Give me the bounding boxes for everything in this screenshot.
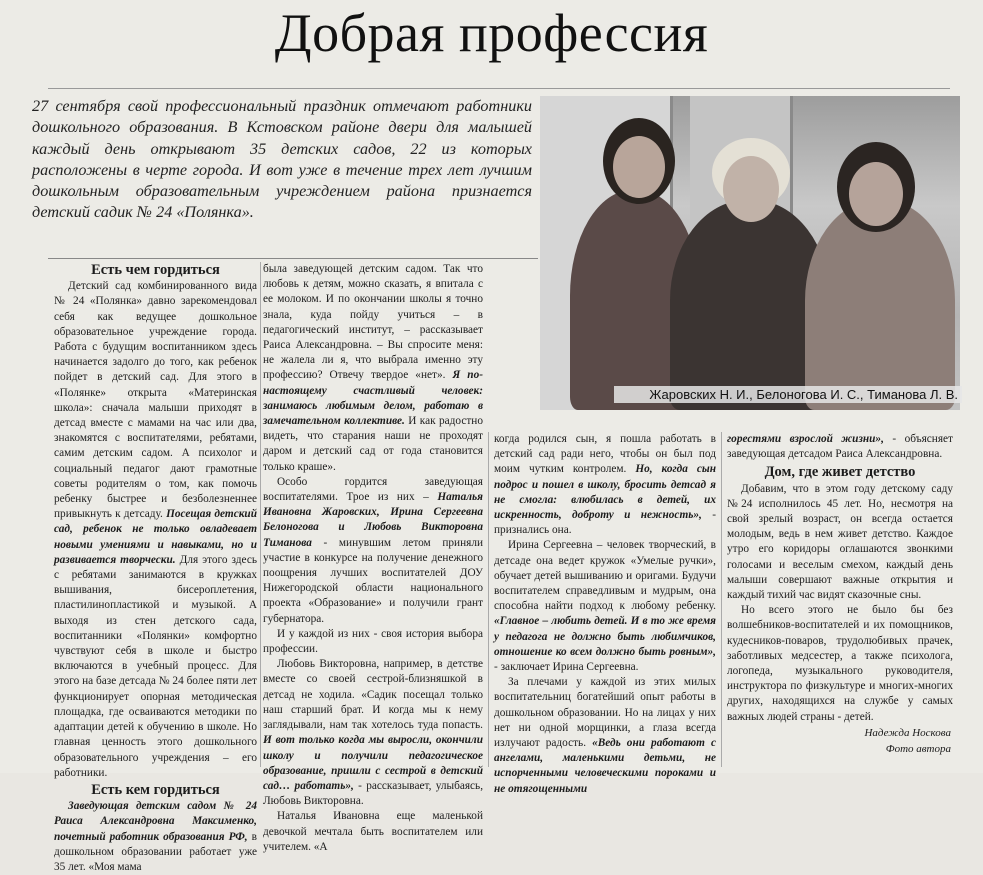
col3-paragraph: когда родился сын, я пошла работать в детский сад ради него, чтобы он был под моим чутким контролем.	[494, 433, 716, 476]
col3-paragraph-2-cont: - заключает Ирина Сергеевна.	[494, 661, 639, 674]
col4-paragraph: - объясняет заведующая детсадом Раиса Александровна.	[727, 433, 953, 461]
col2-paragraph-4: Любовь Викторовна, например, в детстве вместе со своей сестрой-близняшкой в детсад не ходила. «Садик посещал только наш старший брат. И когда мы к нему заглядывали, нам так хотелось туда попасть.	[263, 658, 483, 732]
col3-paragraph-3: За плечами у каждой из этих милых воспитательниц богатейший опыт работы в дошкольном образовании. Но на лицах у них нет ни одной морщинки, а глаза всегда излучают радость.	[494, 676, 716, 750]
section-divider	[48, 258, 538, 259]
column-divider	[721, 432, 722, 767]
article-title: Добрая профессия	[274, 3, 709, 63]
person-right-face	[849, 162, 903, 226]
article-lead: 27 сентября свой профессиональный праздник отмечают работники дошкольного образования. В Кстовском районе двери для малышей каждый день открывают 35 детских садов, 22 из которых расположены в черте города. И вот уже в течение трех лет лучшим дошкольным образовательным учреждением района признается детский садик № 24 «Полянка».	[32, 97, 532, 222]
column-1	[54, 263, 257, 875]
column-divider	[260, 262, 261, 767]
col3-emphasis: Но, когда сын подрос и пошел в школу, бросить детсад я не смогла: влюбилась в детей, их искренность, доброту и нежность»,	[494, 463, 716, 522]
heading-proud-of-people: Есть кем гордиться	[91, 781, 220, 798]
col2-paragraph-cont: И как радостно видеть, что старания наши не проходят даром и детский сад от года становится только краше».	[263, 415, 483, 473]
col3-emphasis-2: «Главное – любить детей. И в то же время у педагога не должно быть любимчиков, отношение ко всем должно быть ровным»,	[494, 615, 716, 658]
title-divider	[48, 88, 950, 89]
col2-emphasis: Я по-настоящему счастливый человек: занимаюсь любимым делом, работаю в замечательном коллективе.	[263, 369, 483, 428]
column-2	[263, 262, 483, 855]
photo-credit: Фото автора	[885, 743, 951, 755]
photo-caption: Жаровских Н. И., Белоногова И. С., Тиманова Л. В.	[614, 386, 962, 403]
heading-childhood-home: Дом, где живет детство	[764, 464, 916, 481]
person-left-face	[613, 136, 665, 198]
author-signature: Надежда Носкова	[864, 727, 951, 739]
heading-proud-of: Есть чем гордиться	[91, 262, 220, 278]
person-middle-face	[723, 156, 779, 222]
col1-paragraph-cont: Для этого здесь с ребятами занимаются в кружках вышивания, бисероплетения, пластилинопластикой и музыкой. А выходя из стен детского сада, воспитанники «Полянки» комфортно чувствуют себя в школе и быстро включаются в учебный процесс. Для этого на базе детсада № 24 более пяти лет функционирует опорная методическая площадка, где осваиваются методики по адаптации детей к обучению в школе. Но главная ценность этого дошкольного образовательного учреждения – его работники.	[54, 553, 258, 779]
col4-paragraph-3: Но всего этого не было бы без волшебников-воспитателей и их помощников, кудесников-поваров, трудолюбивых прачек, заботливых медсестер, а также психолога, логопеда, музыкального руководителя, инструктора по физкультуре и многих-многих других, находящихся на службе у самых важных людей страны - детей.	[727, 604, 953, 723]
col1-emphasis-2: Заведующая детским садом № 24 Раиса Александровна Максименко, почетный работник образования РФ,	[54, 800, 257, 843]
col2-paragraph-5: Наталья Ивановна еще маленькой девочкой мечтала быть воспитателем или учителем. «А	[263, 810, 483, 853]
col2-emphasis-2: Наталья Ивановна Жаровских, Ирина Сергеевна Белоногова и Любовь Викторовна Тиманова	[263, 491, 483, 549]
col2-emphasis-3: И вот только когда мы выросли, окончили школу и получили педагогическое образование, пришли с сестрой в детский сад… работать»,	[263, 734, 483, 792]
staff-photo	[540, 96, 960, 410]
col3-paragraph-cont: - признались она.	[494, 509, 717, 537]
col2-paragraph-3: И у каждой из них - своя история выбора профессии.	[263, 627, 483, 656]
column-divider	[488, 432, 489, 767]
col3-paragraph-2: Ирина Сергеевна – человек творческий, в детсаде она ведет кружок «Умелые ручки», обучает детей вышиванию и оригами. Будучи воспитателем справедливым и мудрым, она способна найти подход к любому ребенку.	[494, 539, 716, 613]
column-3	[494, 432, 716, 797]
col3-emphasis-3: «Ведь они работают с ангелами, маленькими детьми, не испорченными человеческими пороками и не отягощенными	[494, 737, 717, 795]
col2-paragraph-2-cont: - минувшим летом приняли участие в конкурсе на получение денежного поощрения лучших воспитателей ДОУ Нижегородской области национального проекта «Образование» и получили грант губернатора.	[263, 536, 483, 625]
col2-paragraph-2: Особо гордится заведующая воспитателями. Трое из них –	[263, 475, 483, 504]
col1-emphasis: Посещая детский сад, ребенок не только овладевает новыми умениями и навыками, но и развивается творчески.	[54, 508, 257, 566]
col4-emphasis: горестями взрослой жизни»,	[727, 433, 884, 445]
col4-paragraph-2: Добавим, что в этом году детскому саду №24 исполнилось 45 лет. Но, несмотря на свой зрелый возраст, он всегда остается молодым, ведь в нем живет детство. Каждое утро его коридоры оглашаются звонкими голосами и веселым смехом, каждый день малыши совершают важные открытия и каждый тихий час видят сказочные сны.	[727, 482, 953, 602]
col1-paragraph: Детский сад комбинированного вида № 24 «Полянка» давно зарекомендовал себя как ведущее дошкольное образовательное учреждение города. Работа с будущим воспитанником здесь начинается задолго до того, как ребенок пойдет в детский сад. Для этого в «Полянке» открыта «Материнская школа»: сначала малыши приходят в детсад вместе с мамами на час или два, знакомятся с воспитателями, ребятами, самим детским садом. А психолог и социальный педагог дают грамотные советы родителям о том, как помочь ребенку быстрее и безболезненнее привыкнуть к детсаду.	[54, 280, 257, 521]
col1-paragraph-2: в дошкольном образовании работает уже 35 лет. «Моя мама	[54, 830, 257, 873]
col2-paragraph-4-cont: - рассказывает, улыбаясь, Любовь Викторовна.	[263, 779, 484, 808]
column-4	[727, 432, 953, 725]
col2-paragraph: была заведующей детским садом. Так что любовь к детям, можно сказать, я впитала с ее молоком. И по окончании школы я точно знала, куда пойду учиться – в педагогический институт, – рассказывает Раиса Александровна. – Вы спросите меня: не жалела ли я, что выбрала именно эту профессию? Отвечу твердое «нет».	[263, 263, 483, 382]
